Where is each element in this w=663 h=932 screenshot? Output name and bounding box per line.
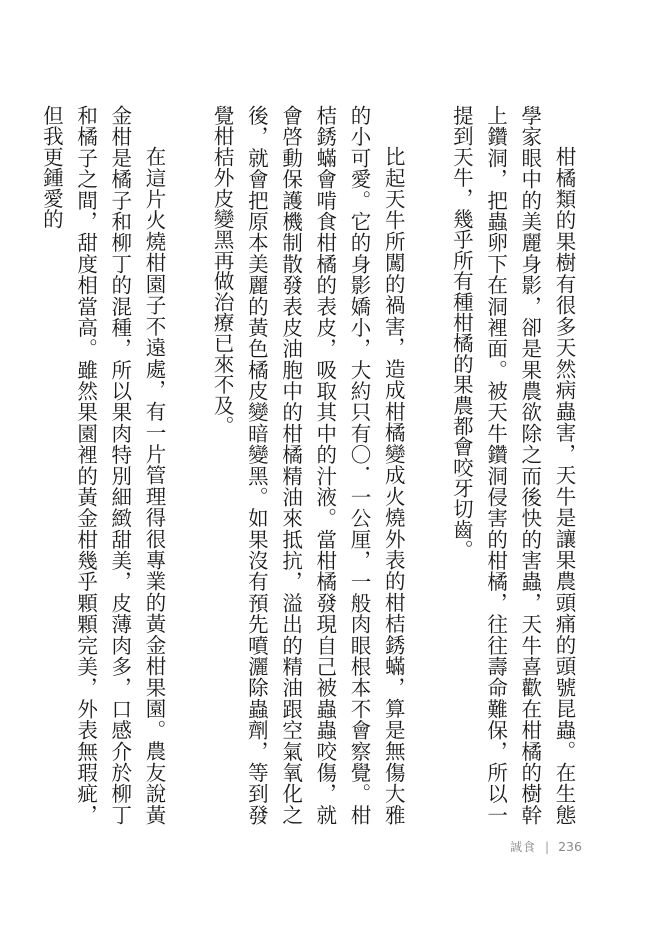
paragraph-3: 在這片火燒柑園子不遠處，有一片管理得很專業的黃金柑果園。農友說黃金柑是橘子和柳丁的混種，所以果肉特別細緻甜美，皮薄肉多，口感介於柳丁和橘子之間，甜度相當高。雖然果園裡的黃金柑幾乎顆顆完美，外表無瑕疵，但我更鍾愛的 (39, 105, 166, 825)
running-title: 誠食 (510, 840, 537, 854)
body-text (34, 105, 581, 825)
paragraph-1: 柑橘類的果樹有很多天然病蟲害，天牛是讓果農頭痛的頭號昆蟲。在生態學家眼中的美麗身影，卻是果農欲除之而後快的害蟲，天牛喜歡在柑橘的樹幹上鑽洞，把蟲卵下在洞裡面。被天牛鑽洞侵害的柑橘，往往壽命難保，所以一提到天牛，幾乎所有種柑橘的果農都會咬牙切齒。 (449, 105, 576, 825)
footer-separator: | (545, 839, 550, 854)
page-number: 236 (558, 839, 582, 854)
paragraph-2: 比起天牛所闖的禍害，造成柑橘變成火燒外表的柑桔銹蟎，算是無傷大雅的小可愛。它的身影嬌小，大約只有〇．一公厘，一般肉眼根本不會察覺。柑桔銹蟎會啃食柑橘的表皮，吸取其中的汁液。當柑橘發現自己被蟲蟲咬傷，就會啓動保護機制散發表皮油胞中的柑橘精油來抵抗，溢出的精油跟空氣氧化之後，就會把原本美麗的黃色橘皮變暗變黑。如果沒有預先噴灑除蟲劑，等到發覺柑桔外皮變黑再做治療已來不及。 (210, 105, 406, 825)
page-footer (510, 838, 582, 855)
